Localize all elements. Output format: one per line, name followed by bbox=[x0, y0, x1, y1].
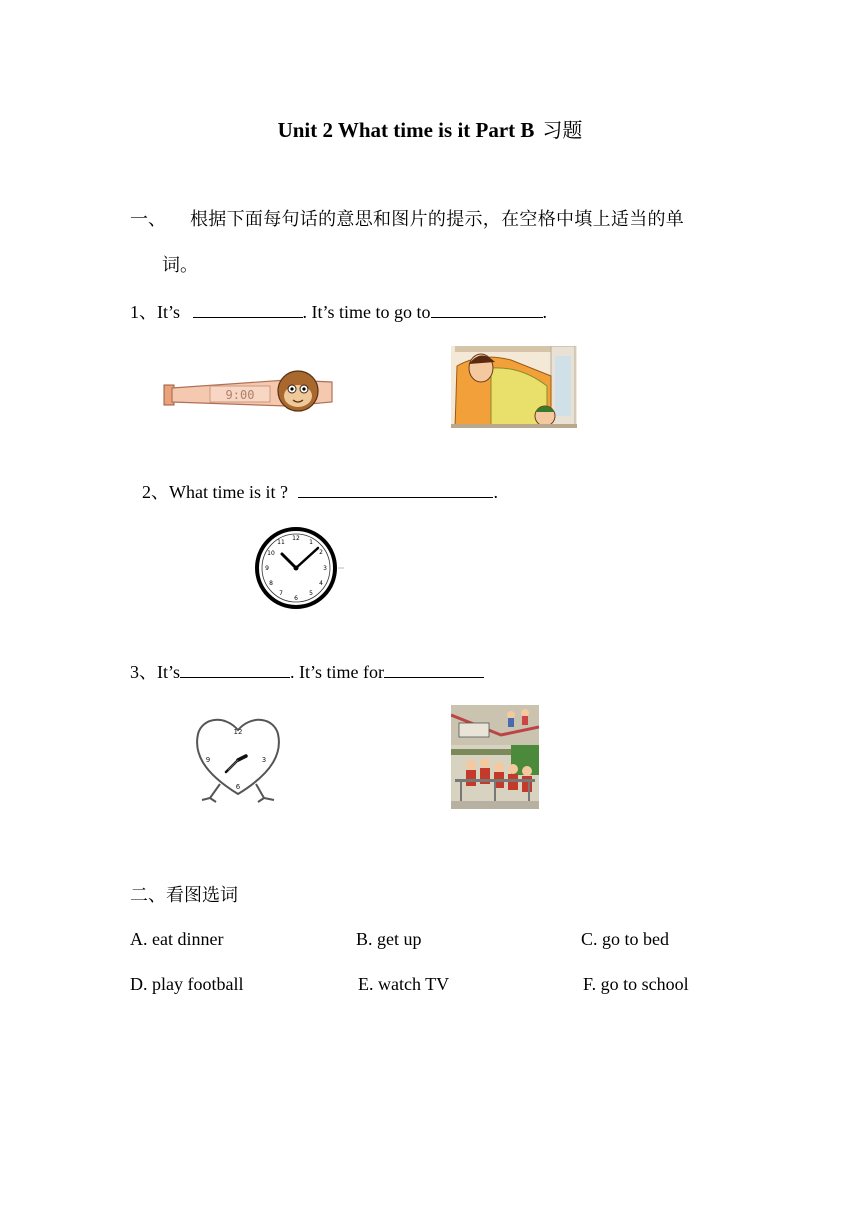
svg-text:4: 4 bbox=[319, 580, 323, 587]
section1-number: 一、 bbox=[130, 209, 166, 230]
page-title bbox=[0, 114, 860, 143]
q1-blank-2[interactable] bbox=[431, 299, 543, 318]
option-b: B. get up bbox=[356, 929, 422, 949]
question-3 bbox=[130, 658, 484, 684]
svg-text:11: 11 bbox=[277, 539, 285, 546]
q1-number: 1、 bbox=[130, 302, 157, 322]
title-en: Unit 2 What time is it Part B bbox=[277, 118, 535, 142]
q1-blank-1[interactable] bbox=[193, 299, 303, 318]
svg-text:3: 3 bbox=[261, 756, 267, 764]
option-d: D. play football bbox=[130, 974, 244, 994]
q1-part1: It’s bbox=[157, 302, 181, 322]
q2-number: 2、 bbox=[142, 482, 169, 502]
q2-end: . bbox=[493, 482, 498, 502]
svg-text:5: 5 bbox=[309, 590, 313, 597]
q2-blank[interactable] bbox=[298, 479, 493, 498]
svg-text:9: 9 bbox=[205, 756, 211, 764]
watch-time-text: 9:00 bbox=[225, 388, 255, 402]
question-2 bbox=[142, 478, 498, 504]
svg-text:12: 12 bbox=[233, 728, 243, 736]
section1-instruction-line1: 根据下面每句话的意思和图片的提示，在空格中填上适当的单 bbox=[190, 209, 685, 230]
round-clock-image bbox=[252, 524, 344, 616]
question-1 bbox=[130, 298, 547, 324]
q1-end: . bbox=[542, 302, 548, 322]
q2-text: What time is it ? bbox=[169, 482, 288, 502]
svg-text:6: 6 bbox=[235, 783, 241, 791]
q3-part2: . It’s time for bbox=[290, 662, 384, 682]
svg-text:9: 9 bbox=[265, 565, 269, 572]
q3-blank-1[interactable] bbox=[180, 659, 290, 678]
q1-part2: . It’s time to go to bbox=[302, 302, 431, 322]
option-e: E. watch TV bbox=[358, 974, 450, 994]
q3-number: 3、 bbox=[130, 662, 157, 682]
svg-text:2: 2 bbox=[319, 549, 323, 556]
title-cn: 习题 bbox=[542, 118, 583, 142]
svg-text:12: 12 bbox=[292, 535, 300, 542]
watch-image bbox=[162, 366, 337, 416]
option-f: F. go to school bbox=[583, 974, 689, 994]
school-image bbox=[451, 705, 539, 809]
svg-text:10: 10 bbox=[267, 550, 275, 557]
svg-text:7: 7 bbox=[279, 590, 283, 597]
section1-instruction-line2: 词。 bbox=[162, 255, 198, 276]
svg-text:1: 1 bbox=[309, 539, 313, 546]
option-c: C. go to bed bbox=[581, 929, 669, 949]
option-a: A. eat dinner bbox=[130, 929, 224, 949]
svg-text:3: 3 bbox=[323, 565, 327, 572]
svg-text:8: 8 bbox=[269, 580, 273, 587]
q3-blank-2[interactable] bbox=[384, 659, 484, 678]
section2-heading: 二、看图选词 bbox=[130, 885, 238, 906]
bed-image bbox=[451, 346, 577, 428]
svg-text:6: 6 bbox=[294, 595, 298, 602]
heart-clock-image bbox=[192, 712, 284, 807]
q3-part1: It’s bbox=[157, 662, 181, 682]
